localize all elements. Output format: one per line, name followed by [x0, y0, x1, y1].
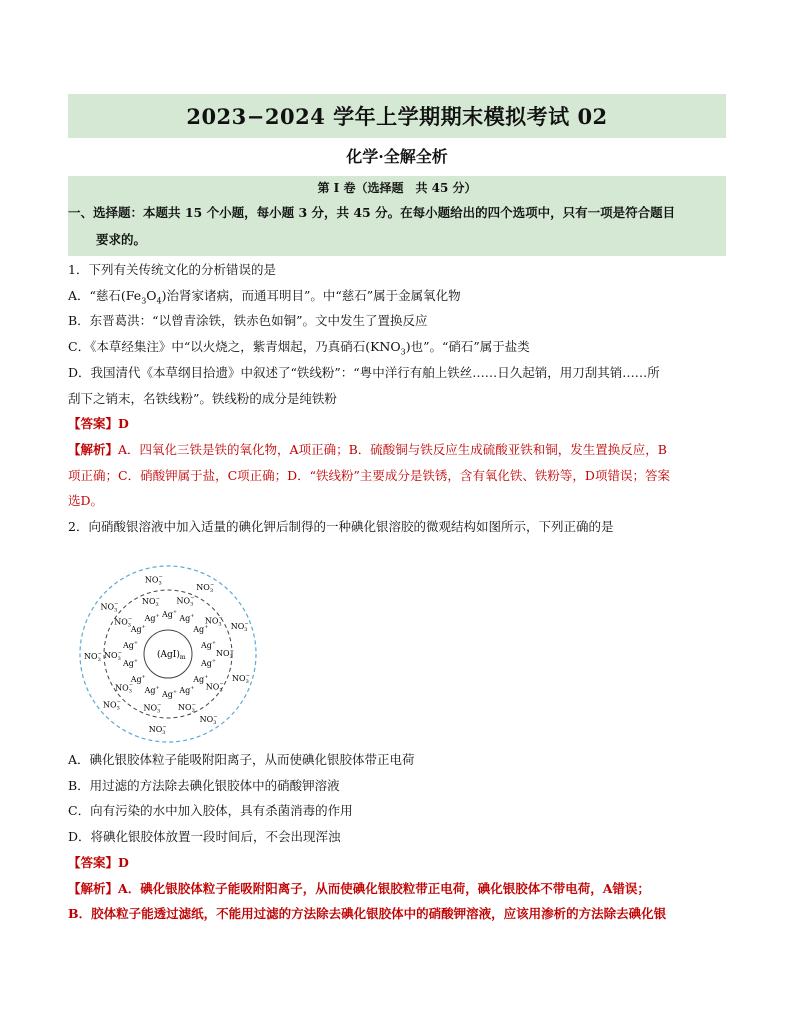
- q1-option-b: B．东晋葛洪：“以曾青涂铁，铁赤色如铜”。文中发生了置换反应: [68, 313, 428, 329]
- no3-ion-outer: $NO_3-$: [103, 699, 121, 712]
- ag-ion: Ag+: [162, 609, 178, 619]
- q1-a-sub1: 3: [141, 296, 147, 306]
- q1-analysis-line1: [68, 437, 732, 463]
- no3-ion-outer: $NO_3-$: [230, 621, 249, 634]
- no3-ion-outer: $NO_3-$: [100, 601, 119, 614]
- q1-option-d-line2: 刮下之销末，名铁线粉”。铁线粉的成分是纯铁粉: [68, 390, 337, 406]
- ag-ion: Ag+: [162, 689, 178, 699]
- q1-c-pre: C．《本草经集注》中“以火烧之，紫青烟起，乃真硝石(KNO: [68, 339, 401, 355]
- q2-option-b: B．用过滤的方法除去碘化银胶体中的硝酸钾溶液: [68, 777, 340, 793]
- ag-ion: Ag+: [193, 624, 209, 635]
- section-banner: [68, 176, 726, 256]
- ag-ion: Ag+: [193, 673, 209, 684]
- q2-answer-text: 【答案】D: [68, 854, 129, 870]
- no3-ion-inner: $NO_3-$: [104, 649, 122, 662]
- no3-ion-outer: $NO_3-$: [148, 724, 167, 737]
- no3-ion-inner: $NO_3-$: [141, 595, 160, 608]
- no3-ion-outer: $NO_3-$: [144, 574, 163, 587]
- q1-option-d-line1: D．我国清代《本草纲目拾遗》中叙述了“铁线粉”：“粤中洋行有舶上铁丝……日久起销，用刀刮其销……所: [68, 364, 660, 380]
- q2-answer: [68, 850, 732, 876]
- no3-ion-inner: $NO_3-$: [143, 702, 162, 715]
- q1-answer-text: 【答案】D: [68, 416, 129, 432]
- q1-a-pre: A．“慈石(Fe: [68, 287, 142, 303]
- section-heading: 第 I 卷（选择题 共 45 分）: [317, 181, 477, 195]
- core-label: $(AgI)_m$: [157, 650, 186, 661]
- no3-ion-inner: $NO_3-$: [215, 648, 234, 661]
- q1-analysis-line3: 选D。: [68, 493, 104, 509]
- no3-ion-inner: $NO_3-$: [114, 616, 133, 629]
- q1-a-sub2: 4: [156, 296, 162, 306]
- no3-ion-outer: $NO_3-$: [232, 673, 251, 686]
- question-1: [68, 257, 732, 540]
- q2-analysis-text2: B．胶体粒子能透过滤纸，不能用过滤的方法除去碘化银胶体中的硝酸钾溶液，应该用渗析的方法除去碘化银: [68, 906, 667, 922]
- q2-analysis-line1: [68, 876, 732, 902]
- q1-a-post: )治肾家诸病，而通耳明目”。中“慈石”属于金属氧化物: [161, 287, 461, 303]
- question-2-body: [68, 747, 732, 927]
- ag-ion: Ag+: [123, 640, 139, 651]
- no3-ion-inner: $NO_3-$: [115, 682, 134, 695]
- no3-ion-inner: $NO_3-$: [204, 615, 223, 628]
- section-desc-line2: 要求的。: [96, 232, 147, 247]
- q2-option-a: A．碘化银胶体粒子能吸附阳离子，从而使碘化银胶体带正电荷: [68, 752, 415, 767]
- page-subtitle: 化学·全解全析: [346, 147, 448, 166]
- page-title-banner: [68, 94, 726, 138]
- q2-stem: 2．向硝酸银溶液中加入适量的碘化钾后制得的一种碘化银溶胶的微观结构如图所示，下列正确的是: [68, 519, 614, 535]
- q1-c-post: )也”。“硝石”属于盐类: [405, 339, 530, 355]
- no3-ion-outer: $NO_3-$: [199, 713, 218, 726]
- q1-option-c: [68, 334, 732, 360]
- q1-analysis-label: 【解析】: [68, 441, 119, 457]
- section-desc-line1: 一、选择题：本题共 15 个小题，每小题 3 分，共 45 分。在每小题给出的四个选项中，只有一项是符合题目: [68, 205, 676, 220]
- q1-analysis-line2: 项正确；C．硝酸钾属于盐，C项正确；D．“铁线粉”主要成分是铁锈，含有氧化铁、铁粉等，D项错误；答案: [68, 467, 670, 483]
- q1-option-a: [68, 283, 732, 309]
- ag-ion: Ag+: [200, 640, 217, 651]
- q2-analysis-text1: A．碘化银胶体粒子能吸附阳离子，从而使碘化银胶粒带正电荷，碘化银胶体不带电荷，A错误；: [118, 880, 650, 896]
- q2-option-d: D．将碘化银胶体放置一段时间后，不会出现浑浊: [68, 829, 341, 845]
- q1-answer: [68, 411, 732, 437]
- q1-analysis-text1: A．四氧化三铁是铁的氧化物，A项正确；B．硫酸铜与铁反应生成硫酸亚铁和铜，发生置换反应，B: [118, 441, 667, 457]
- ag-ion: Ag+: [144, 685, 160, 696]
- q1-c-sub: 3: [400, 347, 406, 357]
- ag-ion: Ag+: [144, 612, 160, 623]
- ag-ion: Ag+: [179, 612, 195, 623]
- ag-ion: Ag+: [130, 624, 146, 635]
- no3-ion-inner: $NO_3-$: [176, 595, 195, 608]
- colloid-structure-diagram: [64, 562, 274, 746]
- no3-ion-outer: $NO_3-$: [84, 650, 102, 663]
- section-description: [68, 199, 726, 253]
- q2-option-c: C．向有污染的水中加入胶体，具有杀菌消毒的作用: [68, 803, 353, 819]
- no3-ion-inner: $NO_3-$: [205, 681, 224, 694]
- page-title: 2023−2024 学年上学期期末模拟考试 02: [186, 104, 608, 129]
- no3-ion-outer: $NO_3-$: [196, 582, 215, 595]
- ag-ion: Ag+: [130, 673, 146, 684]
- q2-analysis-label: 【解析】: [68, 880, 119, 896]
- q2-analysis-line2: [68, 901, 732, 927]
- ag-ion: Ag+: [200, 657, 217, 668]
- no3-ion-inner: $NO_3-$: [178, 702, 197, 715]
- q1-stem: 1．下列有关传统文化的分析错误的是: [68, 262, 276, 277]
- q1-a-mid: O: [146, 287, 157, 303]
- ag-ion: Ag+: [179, 685, 195, 696]
- ag-ion: Ag+: [123, 657, 139, 668]
